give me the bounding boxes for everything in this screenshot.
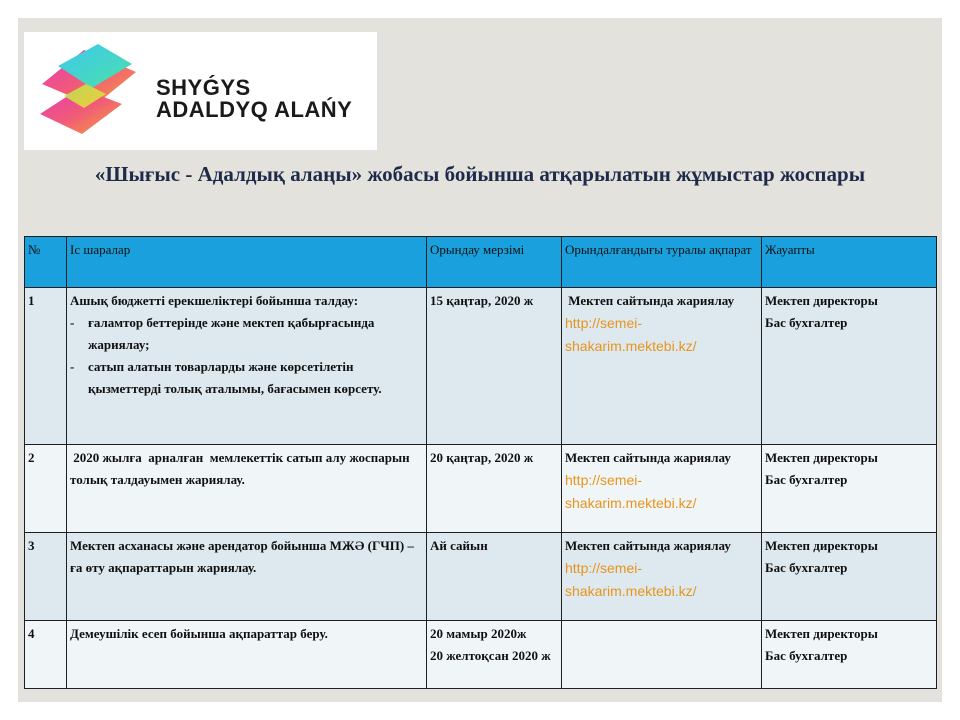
info-text: Мектеп сайтында жариялау	[565, 293, 738, 308]
table-row	[25, 288, 937, 445]
responsible-accountant: Бас бухгалтер	[765, 648, 848, 663]
row-number: 3	[25, 533, 67, 621]
info-text: Мектеп сайтында жариялау	[565, 538, 735, 553]
table-header-row	[25, 237, 937, 288]
deadline-text: 20 желтоқсан 2020 ж	[430, 648, 551, 663]
row-deadline	[427, 533, 562, 621]
header-deadline: Орындау мерзімі	[427, 237, 562, 288]
row-action	[67, 288, 427, 445]
table-row	[25, 533, 937, 621]
row-deadline	[427, 445, 562, 533]
responsible-director: Мектеп директоры	[765, 293, 878, 308]
bullet-item: - сатып алатын товарларды және көрсетілетін қызметтерді толық аталымы, бағасымен көрсету.	[70, 356, 423, 400]
responsible-director: Мектеп директоры	[765, 450, 878, 465]
responsible-accountant: Бас бухгалтер	[765, 472, 848, 487]
table-row	[25, 445, 937, 533]
row-action	[67, 533, 427, 621]
row-info	[562, 533, 762, 621]
brand-name-line-1: SHYǴYS	[156, 75, 251, 100]
logo	[24, 32, 377, 150]
row-action	[67, 445, 427, 533]
table-row	[25, 621, 937, 689]
row-deadline	[427, 288, 562, 445]
row-action	[67, 621, 427, 689]
info-text: Мектеп сайтында жариялау	[565, 450, 735, 465]
action-text: Демеушілік есеп бойынша ақпараттар беру.	[70, 626, 328, 641]
responsible-accountant: Бас бухгалтер	[765, 560, 848, 575]
brand-name-line-2: ADALDYQ ALAŃY	[156, 97, 353, 122]
row-number: 1	[25, 288, 67, 445]
school-site-link[interactable]: http://semei-shakarim.mektebi.kz/	[565, 315, 697, 354]
row-info	[562, 445, 762, 533]
page-title: «Шығыс - Адалдық алаңы» жобасы бойынша атқарылатын жұмыстар жоспары	[94, 162, 866, 186]
deadline-text: Ай сайын	[430, 538, 488, 553]
action-bullets	[70, 312, 423, 400]
header-number: №	[25, 237, 67, 288]
row-responsible	[762, 533, 937, 621]
row-responsible	[762, 621, 937, 689]
deadline-text: 15 қаңтар, 2020 ж	[430, 293, 534, 308]
responsible-director: Мектеп директоры	[765, 626, 878, 641]
school-site-link[interactable]: http://semei-shakarim.mektebi.kz/	[565, 560, 697, 599]
responsible-director: Мектеп директоры	[765, 538, 878, 553]
deadline-text: 20 қаңтар, 2020 ж	[430, 450, 534, 465]
plan-table	[24, 236, 937, 689]
row-number: 4	[25, 621, 67, 689]
header-responsible: Жауапты	[762, 237, 937, 288]
header-status-info: Орындалғандығы туралы ақпарат	[562, 237, 762, 288]
bullet-item: - ғаламтор беттерінде және мектеп қабырғасында жариялау;	[70, 312, 423, 356]
deadline-text: 20 мамыр 2020ж	[430, 626, 527, 641]
school-site-link[interactable]: http://semei-shakarim.mektebi.kz/	[565, 472, 697, 511]
row-deadline	[427, 621, 562, 689]
row-responsible	[762, 445, 937, 533]
row-number: 2	[25, 445, 67, 533]
row-info	[562, 621, 762, 689]
responsible-accountant: Бас бухгалтер	[765, 315, 848, 330]
logo-mark-icon	[36, 44, 146, 136]
row-responsible	[762, 288, 937, 445]
action-text: Мектеп асханасы және арендатор бойынша МЖӘ (ГЧП) –ға өту ақпараттарын жариялау.	[70, 538, 414, 575]
row-info	[562, 288, 762, 445]
action-text: Ашық бюджетті ерекшеліктері бойынша талдау:	[70, 293, 359, 308]
action-text: 2020 жылға арналған мемлекеттік сатып алу жоспарын толық талдауымен жариялау.	[70, 450, 413, 487]
header-actions: Іс шаралар	[67, 237, 427, 288]
